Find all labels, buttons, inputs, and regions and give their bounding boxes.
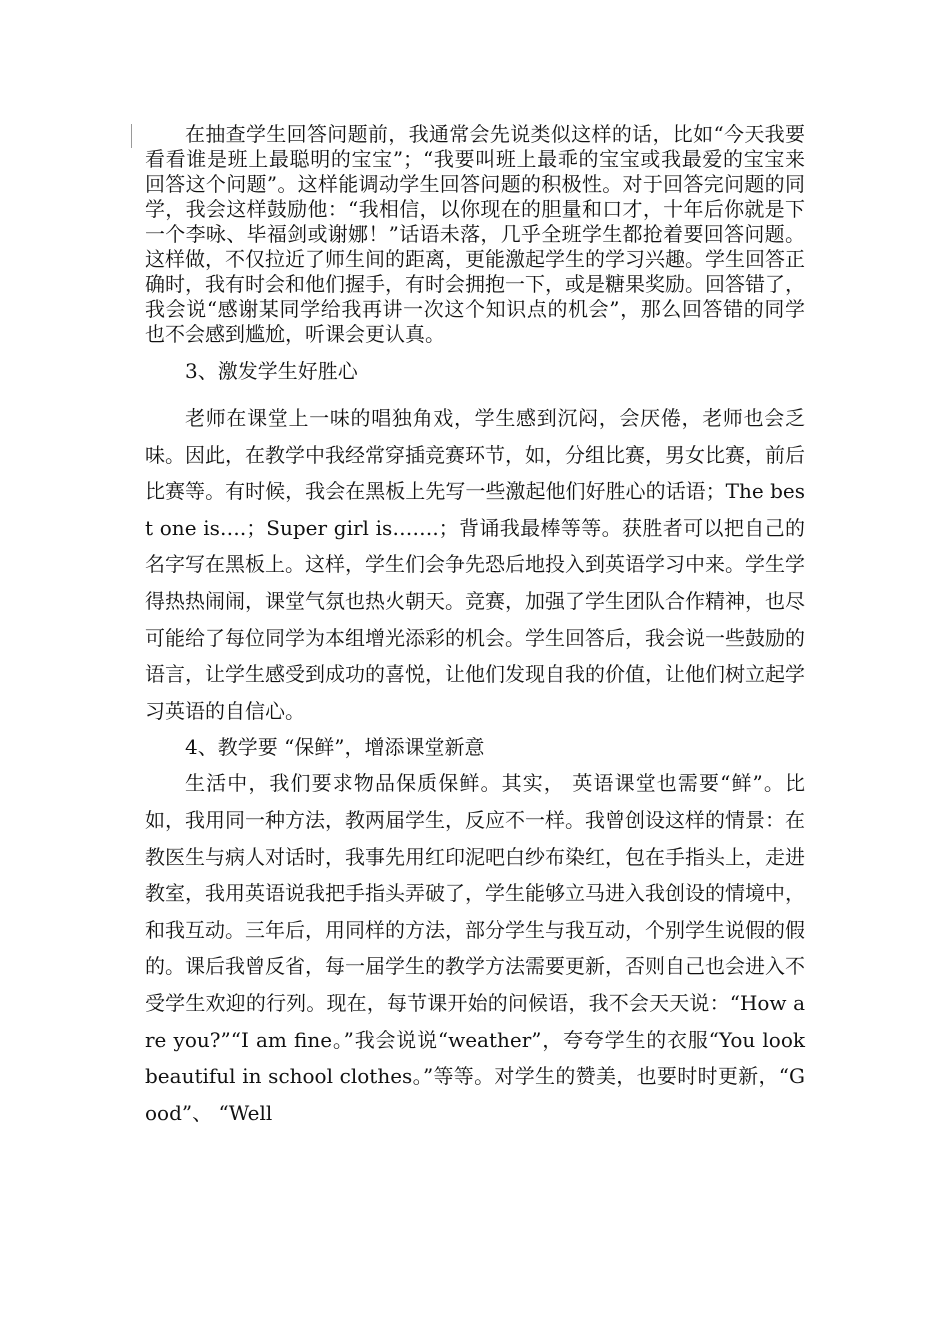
paragraph-freshness: 生活中，我们要求物品保质保鲜。其实， 英语课堂也需要“鲜”。比如，我用同一种方法，教两届学生，反应不一样。我曾创设这样的情景：在教医生与病人对话时，我事先用红印泥吧白纱布染红，包在手指头上，走进教室，我用英语说我把手指头弄破了，学生能够立马进入我创设的情境中，和我互动。三年后，用同样的方法，部分学生与我互动，个别学生说假的假的。课后我曾反省，每一届学生的教学方法需要更新，否则自己也会进入不受学生欢迎的行列。现在，每节课开始的问候语，我不会天天说：“How are you?”“I am fine。”我会说说“weather”，夸夸学生的衣服“You look beautiful in school clothes。”等等。对学生的赞美，也要时时更新，“Good”、 “Well: [145, 771, 805, 1125]
margin-marker: [131, 124, 132, 148]
paragraph-questioning: 在抽查学生回答问题前，我通常会先说类似这样的话，比如“今天我要看看谁是班上最聪明的宝宝”；“我要叫班上最乖的宝宝或我最爱的宝宝来回答这个问题”。这样能调动学生回答问题的积极性。对于回答完问题的同学，我会这样鼓励他：“我相信，以你现在的胆量和口才，十年后你就是下一个李咏、毕福剑或谢娜！”话语未落，几乎全班学生都抢着要回答问题。这样做，不仅拉近了师生间的距离，更能激起学生的学习兴趣。学生回答正确时，我有时会和他们握手，有时会拥抱一下，或是糖果奖励。回答错了，我会说“感谢某同学给我再讲一次这个知识点的机会”，那么回答错的同学也不会感到尴尬，听课会更认真。: [145, 122, 805, 346]
document-body: [145, 122, 805, 1131]
section-heading-3: 3、激发学生好胜心: [185, 359, 358, 383]
section-heading-4: 4、教学要 “保鲜”，增添课堂新意: [185, 735, 485, 760]
paragraph-competition: 老师在课堂上一味的唱独角戏，学生感到沉闷，会厌倦，老师也会乏味。因此，在教学中我经常穿插竞赛环节，如，分组比赛，男女比赛，前后比赛等。有时候，我会在黑板上先写一些激起他们好胜心的话语；The best one is….；Super girl is…….；背诵我最棒等等。获胜者可以把自己的名字写在黑板上。这样，学生们会争先恐后地投入到英语学习中来。学生学得热热闹闹，课堂气氛也热火朝天。竞赛，加强了学生团队合作精神，也尽可能给了每位同学为本组增光添彩的机会。学生回答后，我会说一些鼓励的语言，让学生感受到成功的喜悦，让他们发现自我的价值，让他们树立起学习英语的自信心。: [145, 406, 805, 723]
